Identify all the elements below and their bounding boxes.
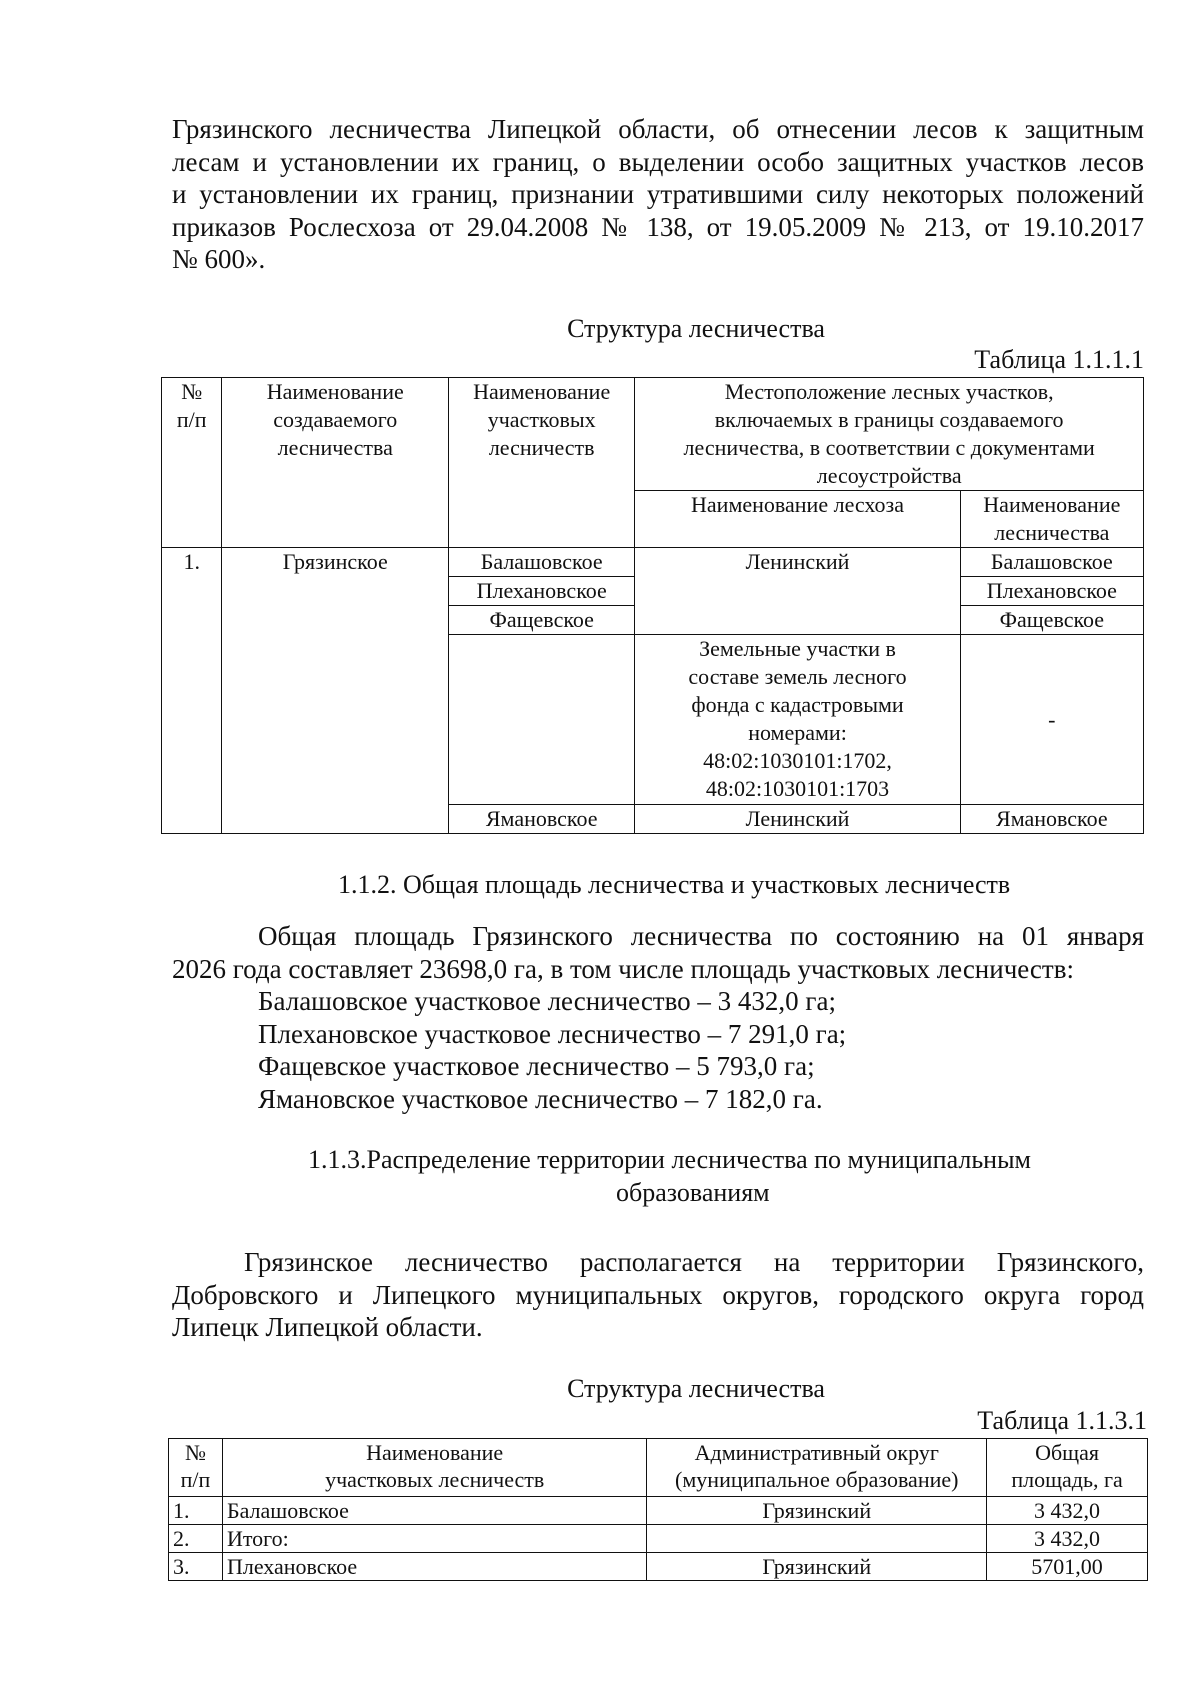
table2-caption: Структура лесничества (567, 1374, 825, 1403)
cell-name: Итого: (222, 1525, 646, 1553)
header-area: Общая площадь, га (987, 1439, 1148, 1497)
leskhoz-cell-cadastral: Земельные участки в составе земель лесного фонда с кадастровыми номерами: 48:02:1030101:1702, 48:02:1030101:1703 (635, 635, 960, 805)
cell-area: 3 432,0 (987, 1525, 1148, 1553)
cell-district: Грязинский (647, 1497, 987, 1525)
header-num: № п/п (169, 1439, 223, 1497)
text-line: Добровского и Липецкого муниципальных округов, городского округа город (172, 1279, 1144, 1310)
cell-num: 1. (169, 1497, 223, 1525)
text-line: № 600». (172, 244, 266, 274)
row-name: Грязинское (222, 548, 449, 834)
cell-district (647, 1525, 987, 1553)
forestry-cell: - (960, 635, 1143, 805)
forestry-cell: Плехановское (960, 577, 1143, 606)
table2-structure (168, 1438, 1148, 1581)
section-112-paragraph (172, 920, 1144, 985)
forestry-cell: Фащевское (960, 606, 1143, 635)
header-num: № п/п (162, 378, 222, 548)
row-num: 1. (162, 548, 222, 834)
table1-number: Таблица 1.1.1.1 (974, 345, 1144, 374)
leskhoz-cell: Ленинский (635, 548, 960, 635)
cell-name: Балашовское (222, 1497, 646, 1525)
header-leskhoz: Наименование лесхоза (635, 491, 960, 548)
section-113-heading-line1: 1.1.3.Распределение территории лесничества по муниципальным (308, 1145, 1032, 1174)
section-113-heading-line2: образованиям (616, 1178, 770, 1207)
sub-forestry-cell: Балашовское (449, 548, 635, 577)
header-name: Наименование участковых лесничеств (222, 1439, 646, 1497)
header-forestry: Наименование лесничества (960, 491, 1143, 548)
header-name: Наименование создаваемого лесничества (222, 378, 449, 548)
table-row (169, 1497, 1148, 1525)
text-line: Липецк Липецкой области. (172, 1312, 483, 1342)
cell-district: Грязинский (647, 1553, 987, 1581)
sub-forestry-cell: Ямановское (449, 805, 635, 834)
text-line: Грязинского лесничества Липецкой области, об отнесении лесов к защитным (172, 114, 1144, 144)
text-line: приказов Рослесхоза от 29.04.2008 № 138, от 19.05.2009 № 213, от 19.10.2017 (172, 211, 1144, 242)
text-line: Грязинское лесничество располагается на территории Грязинского, (244, 1247, 1144, 1277)
section-113-paragraph (172, 1246, 1144, 1344)
intro-paragraph (172, 113, 1144, 276)
section-112-heading: 1.1.2. Общая площадь лесничества и участковых лесничеств (338, 870, 1011, 899)
leskhoz-cell: Ленинский (635, 805, 960, 834)
text-line: и установлении их границ, признании утратившими силу некоторых положений (172, 179, 1144, 209)
list-item: Плехановское участковое лесничество – 7 291,0 га; (258, 1018, 847, 1049)
text-line: 2026 года составляет 23698,0 га, в том числе площадь участковых лесничеств: (172, 953, 1074, 984)
text-line: Общая площадь Грязинского лесничества по состоянию на 01 января (258, 921, 1144, 951)
table-row (169, 1525, 1148, 1553)
forestry-cell: Балашовское (960, 548, 1143, 577)
header-district: Административный округ (муниципальное образование) (647, 1439, 987, 1497)
sub-forestry-cell: Плехановское (449, 577, 635, 606)
sub-forestry-cell: Фащевское (449, 606, 635, 635)
cell-num: 3. (169, 1553, 223, 1581)
table1-caption: Структура лесничества (567, 314, 825, 343)
table-row (169, 1553, 1148, 1581)
cell-area: 5701,00 (987, 1553, 1148, 1581)
forestry-cell: Ямановское (960, 805, 1143, 834)
list-item: Фащевское участковое лесничество – 5 793,0 га; (258, 1051, 815, 1081)
list-item: Балашовское участковое лесничество – 3 432,0 га; (258, 986, 836, 1016)
list-item: Ямановское участковое лесничество – 7 182,0 га. (258, 1083, 823, 1114)
section-112-list (258, 985, 846, 1115)
text-line: лесам и установлении их границ, о выделении особо защитных участков лесов (172, 146, 1144, 177)
table2-number: Таблица 1.1.3.1 (977, 1406, 1147, 1435)
sub-forestry-cell-empty (449, 635, 635, 805)
cell-num: 2. (169, 1525, 223, 1553)
cell-name: Плехановское (222, 1553, 646, 1581)
header-location: Местоположение лесных участков, включаемых в границы создаваемого лесничества, в соответствии с документами лесоустройства (635, 378, 1144, 491)
table1-structure (161, 377, 1144, 834)
cell-area: 3 432,0 (987, 1497, 1148, 1525)
header-sub-names: Наименование участковых лесничеств (449, 378, 635, 548)
